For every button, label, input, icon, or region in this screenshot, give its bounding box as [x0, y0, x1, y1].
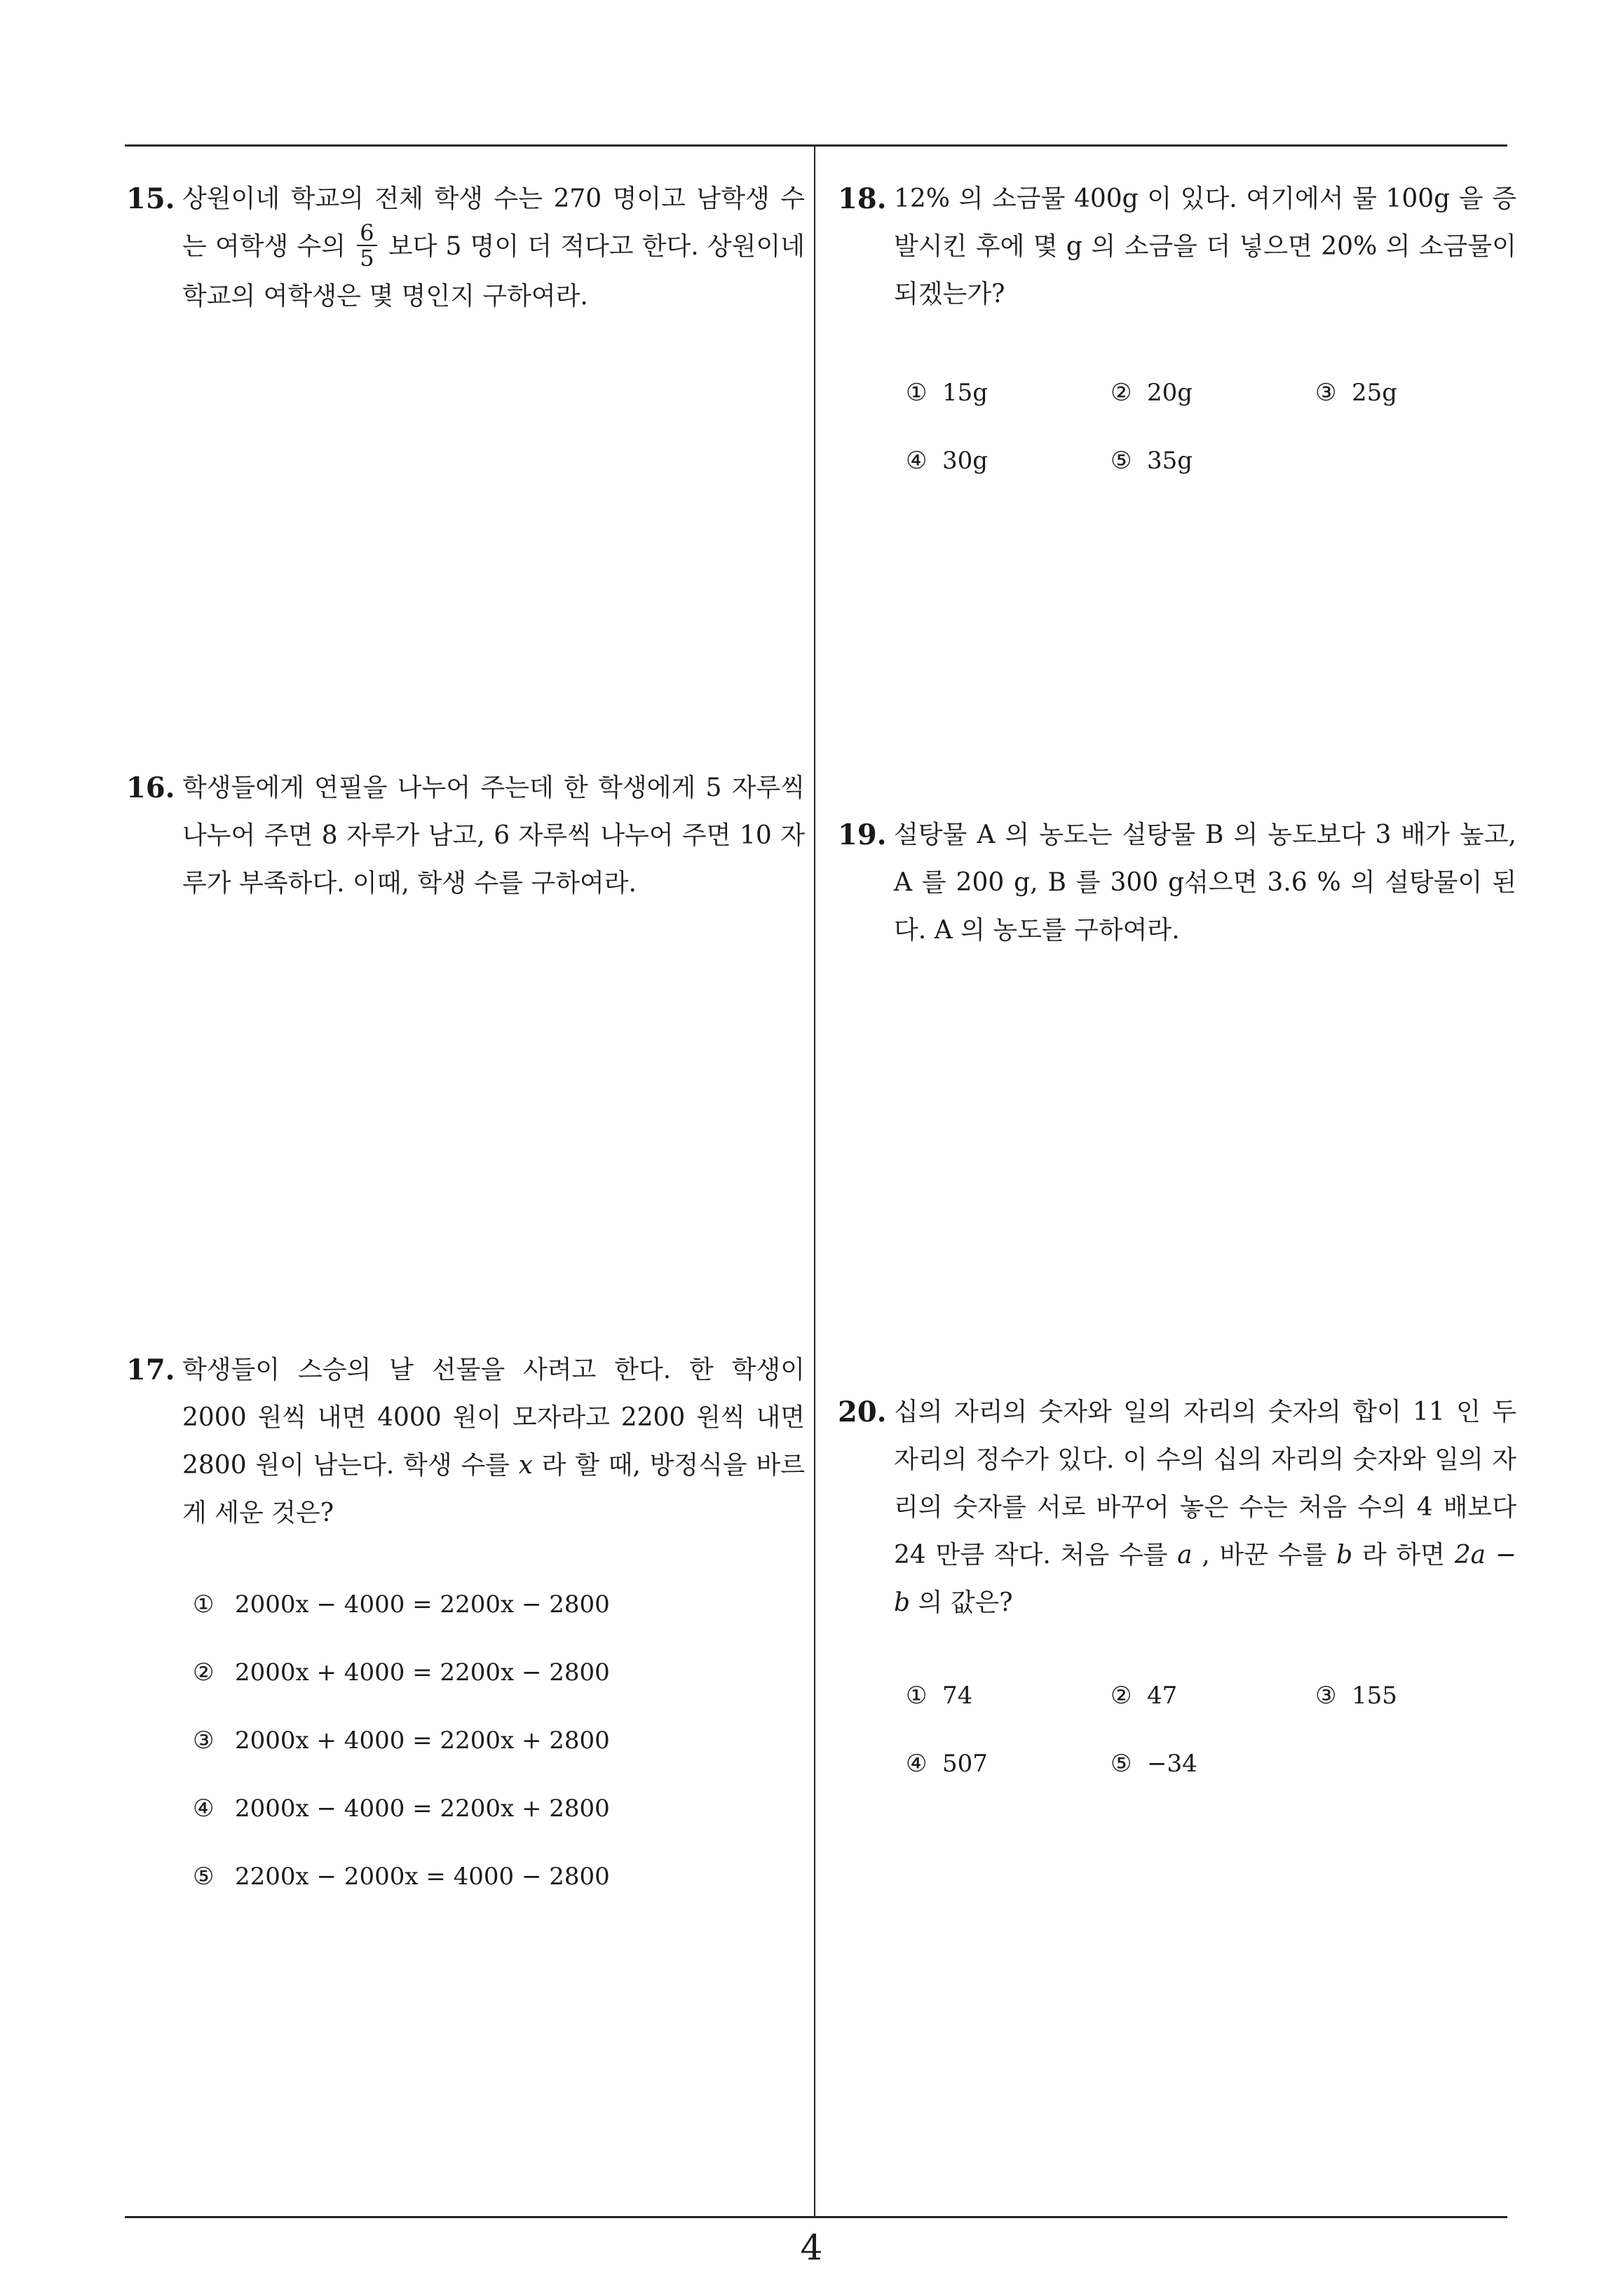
choices-20 — [906, 1678, 1467, 1790]
problem-17 — [126, 1346, 805, 1537]
problem-19 — [838, 811, 1516, 954]
problem-text: 십의 자리의 숫자와 일의 자리의 숫자의 합이 11 인 두 자리의 정수가 있다. 이 수의 십의 자리의 숫자와 일의 자리의 숫자를 서로 바꾸어 놓은 수는 처음 수의 4 배보다 24 만큼 작다. 처음 수를 a , 바꾼 수를 b 라 하면 2a − b 의 값은? — [894, 1398, 1516, 1617]
top-rule — [125, 144, 1507, 147]
choice-1[interactable]: ① 2000x − 4000 = 2200x − 2800 — [193, 1591, 610, 1619]
choice-2[interactable]: ② 20g — [1111, 379, 1193, 407]
problem-number: 15. — [126, 182, 175, 215]
problem-number: 18. — [838, 182, 887, 215]
choice-2[interactable]: ② 47 — [1111, 1682, 1178, 1710]
problem-20 — [838, 1389, 1516, 1627]
variable-x: x — [518, 1451, 533, 1480]
problem-number: 16. — [126, 771, 175, 804]
bottom-rule — [125, 2216, 1507, 2218]
choice-1[interactable]: ① 74 — [906, 1682, 973, 1710]
choices-17 — [193, 1587, 610, 1927]
problem-text: 학생들이 스승의 날 선물을 사려고 한다. 한 학생이 2000 원씩 내면 4000 원이 모자라고 2200 원씩 내면 2800 원이 남는다. 학생 수를 x 라 할 때, 방정식을 바르게 세운 것은? — [182, 1356, 805, 1527]
choice-5[interactable]: ⑤ −34 — [1111, 1750, 1197, 1778]
choice-4[interactable]: ④ 2000x − 4000 = 2200x + 2800 — [193, 1795, 610, 1823]
problem-number: 20. — [838, 1396, 887, 1429]
choice-4[interactable]: ④ 30g — [906, 447, 989, 475]
choice-2[interactable]: ② 2000x + 4000 = 2200x − 2800 — [193, 1659, 610, 1687]
choice-3[interactable]: ③ 155 — [1315, 1682, 1397, 1710]
variable-b: b — [1336, 1541, 1353, 1569]
choice-5[interactable]: ⑤ 2200x − 2000x = 4000 − 2800 — [193, 1863, 610, 1891]
variable-a: a — [1177, 1541, 1193, 1569]
column-divider — [814, 144, 815, 2217]
problem-number: 19. — [838, 818, 887, 851]
choices-18 — [906, 375, 1467, 487]
problem-number: 17. — [126, 1353, 175, 1386]
problem-15 — [126, 175, 805, 320]
problem-16 — [126, 764, 805, 907]
problem-text: 12% 의 소금물 400g 이 있다. 여기에서 물 100g 을 증발시킨 후에 몇 g 의 소금을 더 넣으면 20% 의 소금물이 되겠는가? — [894, 184, 1516, 309]
problem-text: 상원이네 학교의 전체 학생 수는 270 명이고 남학생 수는 여학생 수의 $\frac{6}{5}$ 보다 5 명이 더 적다고 한다. 상원이네 학교의 여학생은 몇 명인지 구하여라. — [182, 184, 806, 311]
problem-text: 설탕물 A 의 농도는 설탕물 B 의 농도보다 3 배가 높고, A 를 200 g, B 를 300 g섞으면 3.6 % 의 설탕물이 된다. A 의 농도를 구하여라. — [894, 821, 1516, 945]
page-number: 4 — [800, 2227, 823, 2268]
fraction-six-fifths: $\frac{6}{5}$ — [357, 221, 376, 270]
problem-text: 학생들에게 연필을 나누어 주는데 한 학생에게 5 자루씩 나누어 주면 8 자루가 남고, 6 자루씩 나누어 주면 10 자루가 부족하다. 이때, 학생 수를 구하여라. — [182, 774, 805, 898]
choice-3[interactable]: ③ 2000x + 4000 = 2200x + 2800 — [193, 1727, 610, 1755]
choice-3[interactable]: ③ 25g — [1315, 379, 1398, 407]
choice-1[interactable]: ① 15g — [906, 379, 989, 407]
problem-18 — [838, 175, 1516, 318]
choice-5[interactable]: ⑤ 35g — [1111, 447, 1193, 475]
choice-4[interactable]: ④ 507 — [906, 1750, 988, 1778]
expression-2a-minus-b: 2a − b — [894, 1541, 1516, 1617]
